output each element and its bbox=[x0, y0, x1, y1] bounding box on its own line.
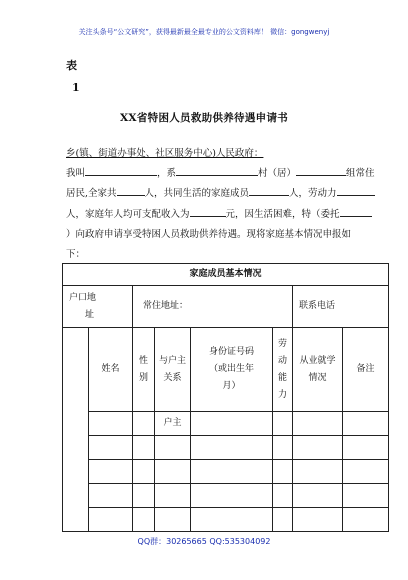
residence-address-label: 常住地址： bbox=[143, 301, 189, 311]
cell-labor[interactable] bbox=[273, 412, 293, 436]
cell-labor[interactable] bbox=[273, 508, 293, 532]
cell-gender[interactable] bbox=[133, 508, 155, 532]
labor-label-2: 动 bbox=[277, 355, 287, 366]
col-header-relation bbox=[155, 328, 191, 412]
cell-remark[interactable] bbox=[343, 412, 389, 436]
cell-name[interactable] bbox=[89, 412, 133, 436]
hukou-label-line1: 户口地 bbox=[69, 292, 97, 303]
cell-relation[interactable] bbox=[155, 436, 191, 460]
table-row bbox=[63, 460, 389, 484]
col-header-id bbox=[191, 328, 273, 412]
group-blank[interactable] bbox=[296, 166, 346, 176]
col-header-gender bbox=[133, 328, 155, 412]
text-income: 人，家庭年人均可支配收入为 bbox=[66, 209, 190, 220]
header-watermark-note: 关注头条号“公文研究”，获得最新最全最专业的公文资料库！ 微信：gongwenyj bbox=[78, 28, 330, 36]
location-blank[interactable] bbox=[176, 166, 258, 176]
cell-id[interactable] bbox=[191, 436, 273, 460]
cell-id[interactable] bbox=[191, 484, 273, 508]
text-woj: 我叫 bbox=[66, 168, 86, 179]
col-header-employment bbox=[293, 328, 343, 412]
table-left-margin bbox=[63, 328, 89, 532]
cell-job[interactable] bbox=[293, 508, 343, 532]
household-count-blank[interactable] bbox=[117, 186, 145, 196]
id-label-2: （或出生年 bbox=[208, 364, 254, 374]
labor-label-3: 能 bbox=[277, 372, 287, 383]
household-line bbox=[66, 185, 375, 199]
text-cun: 村（居） bbox=[258, 168, 297, 179]
labor-label-4: 力 bbox=[277, 389, 287, 400]
col-header-name: 姓名 bbox=[89, 328, 133, 412]
cell-gender[interactable] bbox=[133, 412, 155, 436]
text-members: 人，共同生活的家庭成员 bbox=[144, 188, 250, 199]
job-label-2: 情况 bbox=[308, 372, 327, 383]
labor-label-1: 劳 bbox=[277, 338, 287, 349]
cell-job[interactable] bbox=[293, 484, 343, 508]
member-count-blank[interactable] bbox=[249, 186, 289, 196]
job-label-1: 从业就学 bbox=[299, 355, 336, 366]
cell-labor[interactable] bbox=[273, 484, 293, 508]
family-info-table bbox=[62, 263, 389, 532]
table-row bbox=[63, 508, 389, 532]
gender-label-2: 别 bbox=[138, 372, 148, 383]
table-heading: 家庭成员基本情况 bbox=[63, 264, 389, 286]
entrust-blank[interactable] bbox=[340, 207, 372, 217]
cell-remark[interactable] bbox=[343, 484, 389, 508]
table-row bbox=[63, 436, 389, 460]
income-blank[interactable] bbox=[190, 207, 226, 217]
id-label-1: 身份证号码 bbox=[208, 347, 254, 357]
cell-gender[interactable] bbox=[133, 460, 155, 484]
application-line-end: 下： bbox=[66, 249, 86, 260]
contact-phone-label: 联系电话 bbox=[299, 301, 336, 311]
income-line bbox=[66, 206, 372, 220]
gender-label-1: 性 bbox=[138, 355, 148, 366]
text-entrust: 元，因生活困难，特（委托 bbox=[225, 209, 340, 220]
cell-job[interactable] bbox=[293, 412, 343, 436]
cell-labor[interactable] bbox=[273, 436, 293, 460]
col-header-remark: 备注 bbox=[343, 328, 389, 412]
table-row bbox=[63, 484, 389, 508]
name-blank[interactable] bbox=[85, 166, 157, 176]
contact-phone-cell[interactable] bbox=[293, 286, 389, 328]
text-quanjia: 居民,全家共 bbox=[66, 188, 117, 199]
cell-gender[interactable] bbox=[133, 484, 155, 508]
text-labor: 人，劳动力 bbox=[289, 188, 337, 199]
hukou-address-label bbox=[63, 286, 133, 328]
residence-address-cell[interactable] bbox=[133, 286, 293, 328]
cell-remark[interactable] bbox=[343, 460, 389, 484]
cell-name[interactable] bbox=[89, 484, 133, 508]
cell-relation[interactable] bbox=[155, 508, 191, 532]
cell-relation[interactable] bbox=[155, 484, 191, 508]
cell-relation[interactable]: 户主 bbox=[155, 412, 191, 436]
addressee-line: 乡(镇、街道办事处、社区服务中心)人民政府： bbox=[66, 148, 264, 159]
relation-label-1: 与户主 bbox=[158, 355, 186, 366]
cell-name[interactable] bbox=[89, 436, 133, 460]
cell-gender[interactable] bbox=[133, 436, 155, 460]
cell-name[interactable] bbox=[89, 508, 133, 532]
col-header-labor bbox=[273, 328, 293, 412]
application-line: ）向政府申请享受特困人员救助供养待遇。现将家庭基本情况申报如 bbox=[66, 229, 352, 240]
table-row bbox=[63, 412, 389, 436]
document-title: XX省特困人员救助供养待遇申请书 bbox=[119, 112, 289, 124]
applicant-line bbox=[66, 165, 375, 179]
relation-label-2: 关系 bbox=[163, 372, 182, 383]
cell-id[interactable] bbox=[191, 460, 273, 484]
cell-job[interactable] bbox=[293, 460, 343, 484]
cell-remark[interactable] bbox=[343, 436, 389, 460]
cell-job[interactable] bbox=[293, 436, 343, 460]
text-zu: 组常住 bbox=[346, 168, 375, 179]
cell-name[interactable] bbox=[89, 460, 133, 484]
id-label-3: 月） bbox=[222, 381, 241, 391]
labor-count-blank[interactable] bbox=[337, 186, 375, 196]
cell-id[interactable] bbox=[191, 508, 273, 532]
form-label-biao: 表 bbox=[66, 59, 77, 72]
form-label-number: 1 bbox=[72, 81, 80, 94]
cell-id[interactable] bbox=[191, 412, 273, 436]
hukou-label-line2: 址 bbox=[85, 309, 95, 320]
cell-relation[interactable] bbox=[155, 460, 191, 484]
cell-labor[interactable] bbox=[273, 460, 293, 484]
cell-remark[interactable] bbox=[343, 508, 389, 532]
text-xi: ，系 bbox=[157, 168, 177, 179]
footer-contact-note: QQ群：30265665 QQ:535304092 bbox=[137, 537, 271, 546]
